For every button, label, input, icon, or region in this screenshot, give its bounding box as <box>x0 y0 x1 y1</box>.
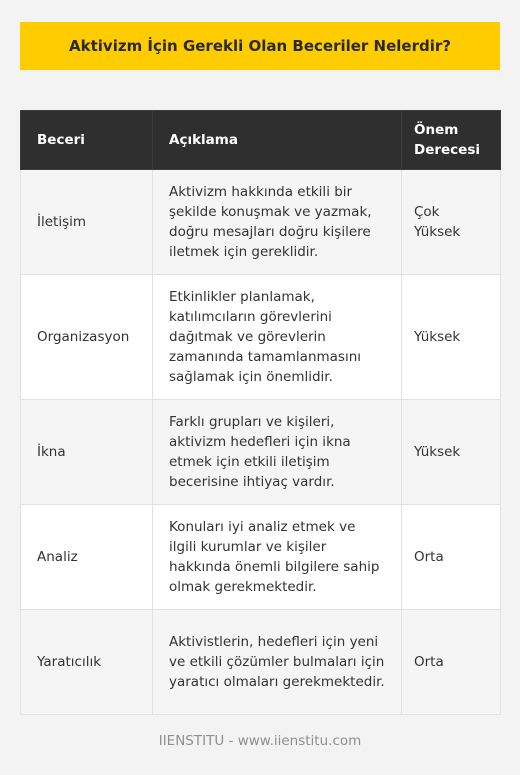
page-title: Aktivizm İçin Gerekli Olan Beceriler Nelerdir? <box>20 22 500 70</box>
importance-cell: Yüksek <box>402 275 501 400</box>
description-cell: Aktivistlerin, hedefleri için yeni ve etkili çözümler bulmaları için yaratıcı olmaları gerekmektedir. <box>153 610 402 715</box>
table-row <box>21 505 501 610</box>
column-header-skill: Beceri <box>21 111 153 170</box>
skill-cell: Analiz <box>21 505 153 610</box>
skill-cell: Yaratıcılık <box>21 610 153 715</box>
skill-cell: Organizasyon <box>21 275 153 400</box>
skill-cell: İkna <box>21 400 153 505</box>
description-cell: Farklı grupları ve kişileri, aktivizm hedefleri için ikna etmek için etkili iletişim becerisine ihtiyaç vardır. <box>153 400 402 505</box>
column-header-description: Açıklama <box>153 111 402 170</box>
table-row <box>21 275 501 400</box>
table-row <box>21 610 501 715</box>
importance-cell: Orta <box>402 610 501 715</box>
description-cell: Aktivizm hakkında etkili bir şekilde konuşmak ve yazmak, doğru mesajları doğru kişilere iletmek için gereklidir. <box>153 170 402 275</box>
table-row <box>21 400 501 505</box>
description-cell: Etkinlikler planlamak, katılımcıların görevlerini dağıtmak ve görevlerin zamanında tamamlanmasını sağlamak için önemlidir. <box>153 275 402 400</box>
importance-cell: Çok Yüksek <box>402 170 501 275</box>
description-cell: Konuları iyi analiz etmek ve ilgili kurumlar ve kişiler hakkında önemli bilgilere sahip olmak gerekmektedir. <box>153 505 402 610</box>
skill-cell: İletişim <box>21 170 153 275</box>
column-header-importance: Önem Derecesi <box>402 111 501 170</box>
footer-credit: IIENSTITU - www.iienstitu.com <box>158 733 362 749</box>
importance-cell: Yüksek <box>402 400 501 505</box>
skills-table <box>20 110 501 715</box>
table-row <box>21 170 501 275</box>
importance-cell: Orta <box>402 505 501 610</box>
table-header-row <box>21 111 501 170</box>
